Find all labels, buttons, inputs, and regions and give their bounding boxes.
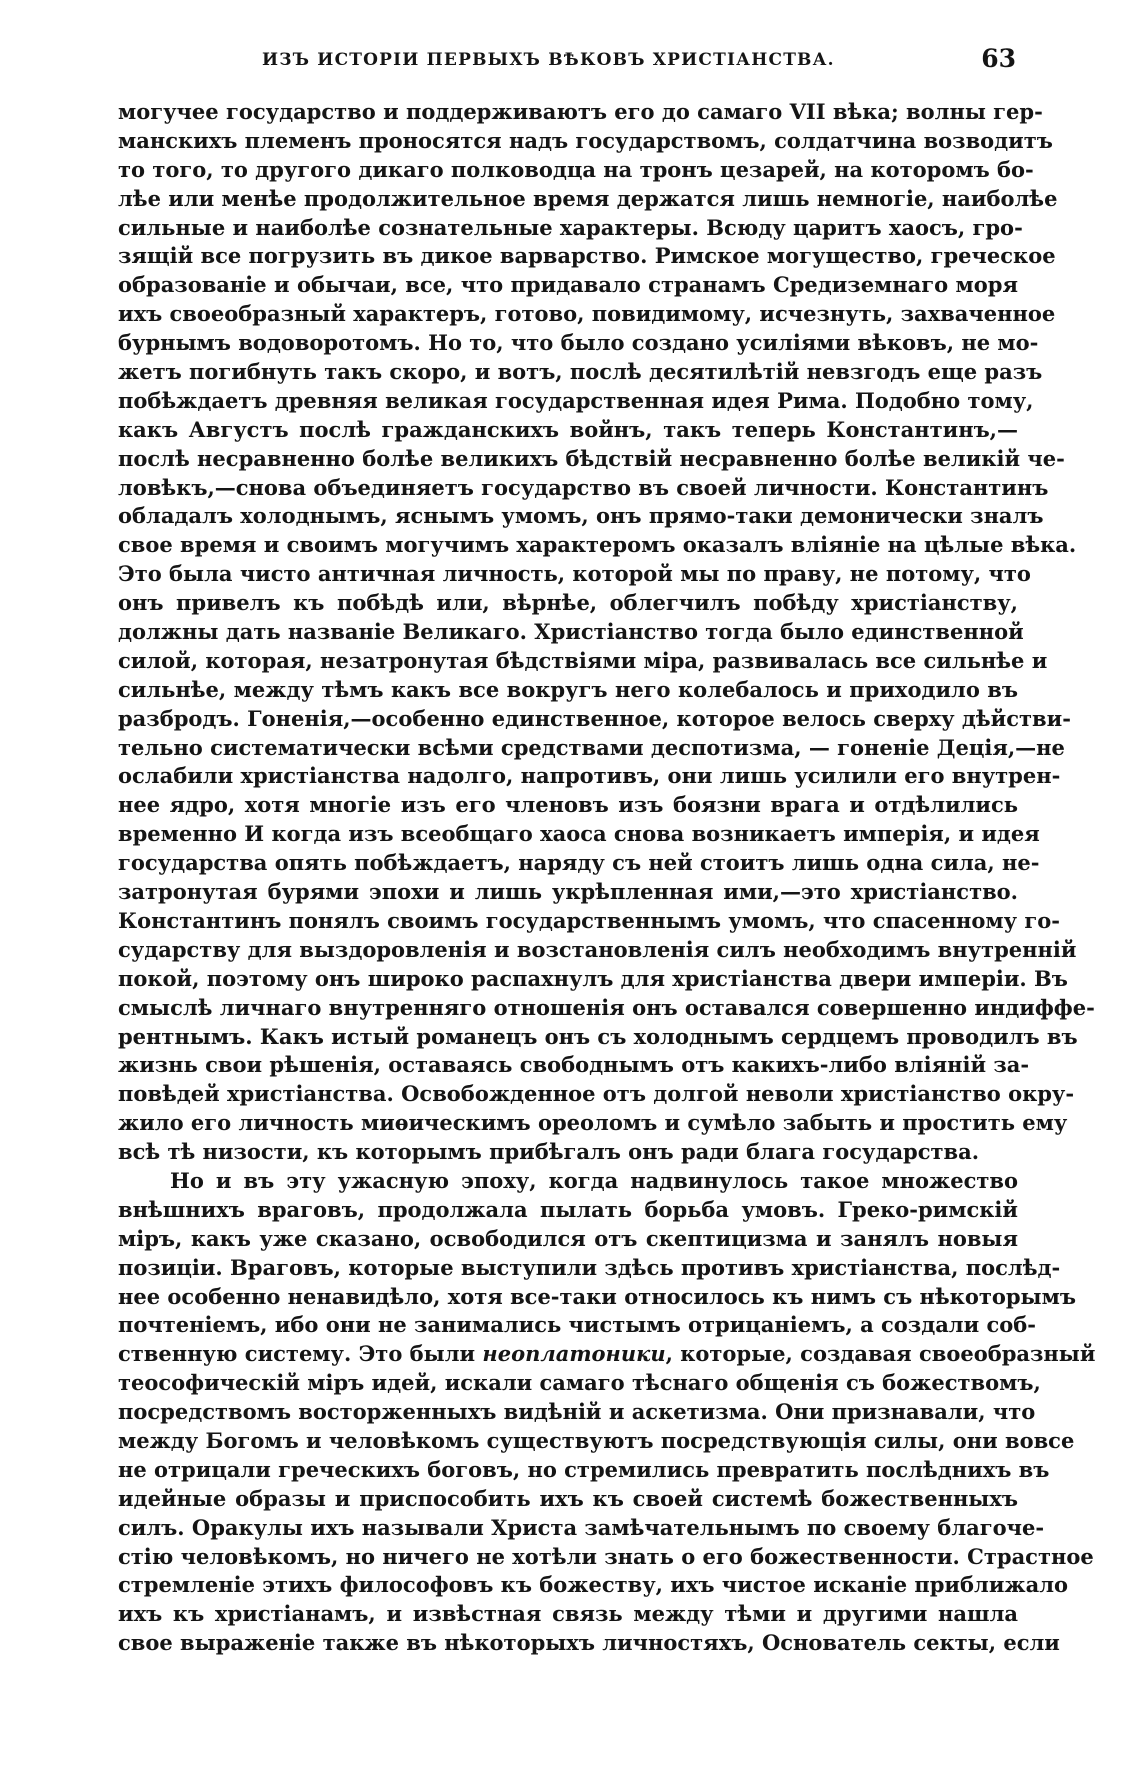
text-line: тельно систематически всѣми средствами деспотизма, — гоненіе Деція,—не bbox=[118, 734, 1065, 760]
text-line: то того, то другого дикаго полководца на тронъ цезарей, на которомъ бо- bbox=[118, 156, 1034, 182]
text-line: Это была чисто античная личность, которой мы по праву, не потому, что bbox=[118, 561, 1031, 587]
text-line: онъ привелъ къ побѣдѣ или, вѣрнѣе, облегчилъ побѣду христіанству, bbox=[118, 590, 1018, 616]
text-line: жетъ погибнуть такъ скоро, и вотъ, послѣ десятилѣтій невзгодъ еще разъ bbox=[118, 359, 1043, 385]
text-line: Константинъ понялъ своимъ государственнымъ умомъ, что спасенному го- bbox=[118, 907, 1060, 933]
text-line: образованіе и обычаи, все, что придавало странамъ Средиземнаго моря bbox=[118, 272, 1018, 298]
text-line: жизнь свои рѣшенія, оставаясь свободнымъ отъ какихъ-либо вліяній за- bbox=[118, 1052, 1030, 1078]
text-line: лѣе или менѣе продолжительное время держатся лишь немногіе, наиболѣе bbox=[118, 185, 1058, 211]
text-line: могучее государство и поддерживаютъ его до самаго VII вѣка; волны гер- bbox=[118, 99, 1043, 124]
text-line: затронутая бурями эпохи и лишь укрѣпленная ими,—это христіанство. bbox=[118, 879, 1018, 905]
text-line: свое выраженіе также въ нѣкоторыхъ личностяхъ, Основатель секты, если bbox=[118, 1630, 1060, 1656]
text-line: какъ Августъ послѣ гражданскихъ войнъ, такъ теперь Константинъ,— bbox=[118, 416, 1018, 442]
paragraph-start-line: Но и въ эту ужасную эпоху, когда надвинулось такое множество bbox=[170, 1167, 1018, 1193]
text-segment: , которые, создавая своеобразный bbox=[665, 1341, 1096, 1367]
text-line: временно И когда изъ всеобщаго хаоса снова возникаетъ имперія, и идея bbox=[118, 821, 1040, 847]
text-line: должны дать названіе Великаго. Христіанство тогда было единственной bbox=[118, 619, 1024, 645]
text-line: зящій все погрузить въ дикое варварство. Римское могущество, греческое bbox=[118, 243, 1056, 269]
page-header bbox=[118, 44, 1018, 80]
text-line: бурнымъ водоворотомъ. Но то, что было создано усиліями вѣковъ, не мо- bbox=[118, 330, 1039, 356]
text-line: свое время и своимъ могучимъ характеромъ оказалъ вліяніе на цѣлые вѣка. bbox=[118, 532, 1077, 558]
text-line: манскихъ племенъ проносятся надъ государствомъ, солдатчина возводитъ bbox=[118, 127, 1053, 153]
text-line: стію человѣкомъ, но ничего не хотѣли знать о его божественности. Страстное bbox=[118, 1543, 1094, 1569]
text-line: смыслѣ личнаго внутренняго отношенія онъ оставался совершенно индиффе- bbox=[118, 994, 1095, 1020]
text-line: ослабили христіанства надолго, напротивъ, они лишь усилили его внутрен- bbox=[118, 763, 1061, 789]
paragraph-end-line: всѣ тѣ низости, къ которымъ прибѣгалъ онъ ради блага государства. bbox=[118, 1139, 980, 1165]
text-line: сильные и наиболѣе сознательные характеры. Всюду царитъ хаосъ, гро- bbox=[118, 214, 1023, 240]
page-number: 63 bbox=[981, 44, 1016, 73]
text-line: государства опять побѣждаетъ, наряду съ ней стоитъ лишь одна сила, не- bbox=[118, 850, 1040, 876]
text-line: нее особенно ненавидѣло, хотя все-таки относилось къ нимъ съ нѣкоторымъ bbox=[118, 1283, 1076, 1309]
text-line: стремленіе этихъ философовъ къ божеству, ихъ чистое исканіе приближало bbox=[118, 1572, 1069, 1598]
text-line: внѣшнихъ враговъ, продолжала пылать борьба умовъ. Греко-римскій bbox=[118, 1196, 1018, 1222]
text-line: міръ, какъ уже сказано, освободился отъ скептицизма и занялъ новыя bbox=[118, 1225, 1018, 1251]
text-line: повѣдей христіанства. Освобожденное отъ долгой неволи христіанство окру- bbox=[118, 1081, 1075, 1107]
text-line: почтеніемъ, ибо они не занимались чистымъ отрицаніемъ, а создали соб- bbox=[118, 1312, 1037, 1338]
text-line: нее ядро, хотя многіе изъ его членовъ изъ боязни врага и отдѣлились bbox=[118, 792, 1018, 818]
text-line: посредствомъ восторженныхъ видѣній и аскетизма. Они признавали, что bbox=[118, 1399, 1036, 1425]
text-line: рентнымъ. Какъ истый романецъ онъ съ холоднымъ сердцемъ проводилъ въ bbox=[118, 1023, 1078, 1049]
text-line-with-italic bbox=[118, 1340, 1096, 1369]
text-line: обладалъ холоднымъ, яснымъ умомъ, онъ прямо-таки демонически зналъ bbox=[118, 503, 1044, 529]
text-line: силой, которая, незатронутая бѣдствіями міра, развивалась все сильнѣе и bbox=[118, 647, 1048, 673]
text-line: теософическій міръ идей, искали самаго тѣснаго общенія съ божествомъ, bbox=[118, 1370, 1041, 1396]
text-line: побѣждаетъ древняя великая государственная идея Рима. Подобно тому, bbox=[118, 387, 1034, 413]
text-line: не отрицали греческихъ боговъ, но стремились превратить послѣднихъ въ bbox=[118, 1456, 1050, 1482]
text-line: ихъ къ христіанамъ, и извѣстная связь между тѣми и другими нашла bbox=[118, 1601, 1018, 1627]
text-line: разбродъ. Гоненія,—особенно единственное, которое велось сверху дѣйстви- bbox=[118, 705, 1071, 731]
text-line: покой, поэтому онъ широко распахнулъ для христіанства двери имперіи. Въ bbox=[118, 965, 1068, 991]
text-line: позиціи. Враговъ, которые выступили здѣсь противъ христіанства, послѣд- bbox=[118, 1254, 1061, 1280]
text-line: идейные образы и приспособить ихъ къ своей системѣ божественныхъ bbox=[118, 1485, 1018, 1511]
text-segment: ственную систему. Это были bbox=[118, 1341, 483, 1367]
text-line: сударству для выздоровленія и возстановленія силъ необходимъ внутренній bbox=[118, 936, 1077, 962]
running-head: ИЗЪ ИСТОРІИ ПЕРВЫХЪ ВѢКОВЪ ХРИСТІАНСТВА. bbox=[262, 50, 835, 70]
text-line: силъ. Оракулы ихъ называли Христа замѣчательнымъ по своему благоче- bbox=[118, 1514, 1045, 1540]
text-line: ловѣкъ,—снова объединяетъ государство въ своей личности. Константинъ bbox=[118, 474, 1049, 500]
text-line: между Богомъ и человѣкомъ существуютъ посредствующія силы, они вовсе bbox=[118, 1427, 1075, 1453]
text-line: ихъ своеобразный характеръ, готово, повидимому, исчезнуть, захваченное bbox=[118, 301, 1056, 327]
text-line: сильнѣе, между тѣмъ какъ все вокругъ него колебалось и приходило въ bbox=[118, 676, 1018, 702]
italic-term: неоплатоники bbox=[482, 1341, 666, 1367]
text-line: послѣ несравненно болѣе великихъ бѣдствій несравненно болѣе великій че- bbox=[118, 445, 1065, 471]
body-text bbox=[118, 98, 1096, 1658]
text-line: жило его личность миѳическимъ ореоломъ и сумѣло забыть и простить ему bbox=[118, 1110, 1068, 1136]
